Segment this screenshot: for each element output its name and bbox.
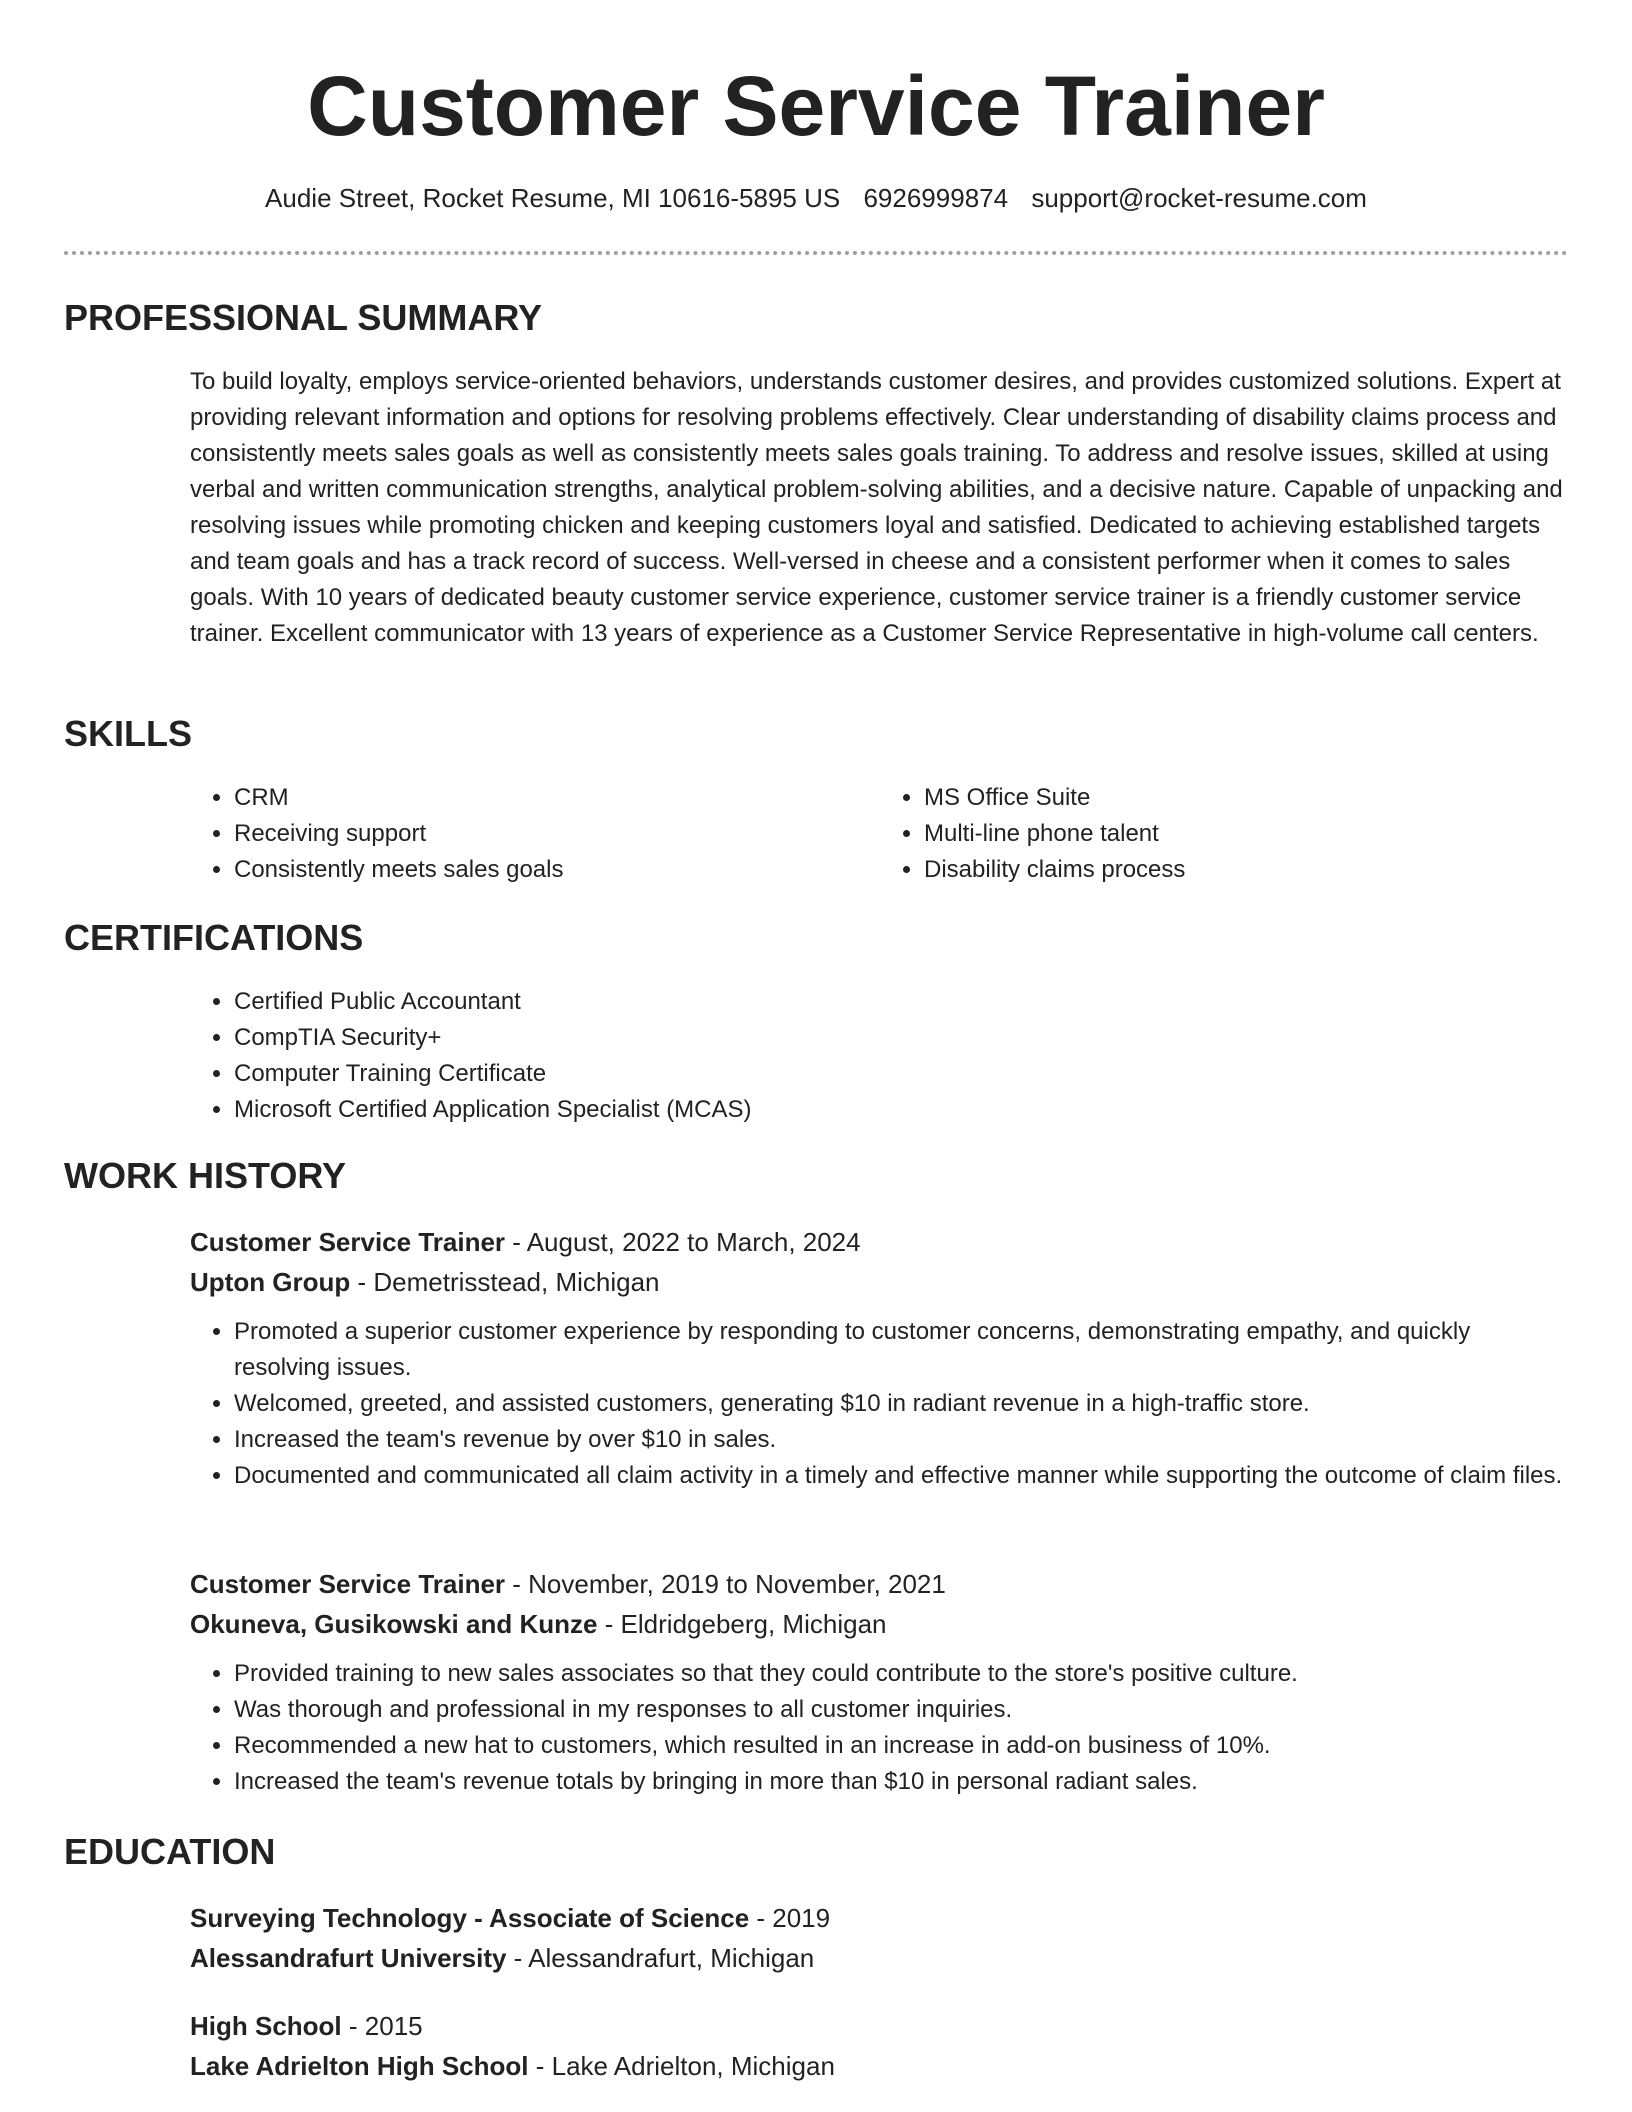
contact-phone: 6926999874 [863, 183, 1009, 213]
skill-item: • Multi-line phone talent [924, 816, 1570, 852]
job-bullet: • Increased the team's revenue by over $10 in sales. [234, 1422, 1570, 1458]
education-school-line [190, 2046, 1570, 2086]
certifications-section [190, 984, 1570, 1128]
job-dates: - August, 2022 to March, 2024 [505, 1227, 861, 1257]
education-degree: Surveying Technology - Associate of Science [190, 1903, 750, 1933]
contact-line [0, 182, 1632, 214]
certification-item: • Certified Public Accountant [234, 984, 1570, 1020]
education-location: - Alessandrafurt, Michigan [506, 1943, 815, 1973]
skill-item: • Consistently meets sales goals [234, 852, 880, 888]
education-year: - 2015 [341, 2011, 423, 2041]
education-location: - Lake Adrielton, Michigan [528, 2051, 835, 2081]
job-location: - Eldridgeberg, Michigan [597, 1609, 887, 1639]
skills-heading: SKILLS [64, 713, 193, 754]
job-title-line [190, 1564, 1570, 1604]
skill-item: • Receiving support [234, 816, 880, 852]
skills-section [190, 780, 1570, 888]
contact-email: support@rocket-resume.com [1031, 183, 1367, 213]
education-school: Alessandrafurt University [190, 1943, 507, 1973]
education-year: - 2019 [749, 1903, 831, 1933]
job-bullet: • Increased the team's revenue totals by bringing in more than $10 in personal radiant sales. [234, 1764, 1570, 1800]
skill-item: • CRM [234, 780, 880, 816]
resume-name: Customer Service Trainer [307, 59, 1325, 153]
education-degree-line [190, 2006, 1570, 2046]
job-bullet: • Welcomed, greeted, and assisted customers, generating $10 in radiant revenue in a high-traffic store. [234, 1386, 1570, 1422]
certification-item: • Microsoft Certified Application Specialist (MCAS) [234, 1092, 1570, 1128]
certifications-list [190, 984, 1570, 1128]
education-degree-line [190, 1898, 1570, 1938]
job-location: - Demetrisstead, Michigan [350, 1267, 660, 1297]
job-bullet: • Recommended a new hat to customers, which resulted in an increase in add-on business of 10%. [234, 1728, 1570, 1764]
education-degree: High School [190, 2011, 342, 2041]
education-entry [190, 2006, 1570, 2086]
job-company: Upton Group [190, 1267, 351, 1297]
job-role: Customer Service Trainer [190, 1227, 506, 1257]
job-title-line [190, 1222, 1570, 1262]
skills-list-right [880, 780, 1570, 888]
job-entry [190, 1222, 1570, 1494]
education-school: Lake Adrielton High School [190, 2051, 529, 2081]
certifications-heading: CERTIFICATIONS [64, 917, 364, 958]
job-bullet: • Promoted a superior customer experience by responding to customer concerns, demonstrating empathy, and quickly resolving issues. [234, 1314, 1570, 1386]
certification-item: • Computer Training Certificate [234, 1056, 1570, 1092]
job-company-line [190, 1262, 1570, 1302]
job-entry [190, 1564, 1570, 1800]
skills-list-left [190, 780, 880, 888]
summary-text: To build loyalty, employs service-oriented behaviors, understands customer desires, and provides customized solutions. Expert at providing relevant information and options for resolving problems effectively. Clear understanding of disability claims process and consistently meets sales goals as well as consistently meets sales goals training. To address and resolve issues, skilled at using verbal and written communication strengths, analytical problem-solving abilities, and a decisive nature. Capable of unpacking and resolving issues while promoting chicken and keeping customers loyal and satisfied. Dedicated to achieving established targets and team goals and has a track record of success. Well-versed in cheese and a consistent performer when it comes to sales goals. With 10 years of dedicated beauty customer service experience, customer service trainer is a friendly customer service trainer. Excellent communicator with 13 years of experience as a Customer Service Representative in high-volume call centers. [190, 368, 1563, 647]
contact-address: Audie Street, Rocket Resume, MI 10616-5895 US [265, 183, 841, 213]
summary-heading: PROFESSIONAL SUMMARY [64, 297, 543, 338]
job-role: Customer Service Trainer [190, 1569, 506, 1599]
certification-item: • CompTIA Security+ [234, 1020, 1570, 1056]
job-bullet: • Documented and communicated all claim activity in a timely and effective manner while supporting the outcome of claim files. [234, 1458, 1570, 1494]
education-heading: EDUCATION [64, 1831, 276, 1872]
header-divider [64, 251, 1568, 255]
job-bullets [190, 1656, 1570, 1800]
education-entry [190, 1898, 1570, 1978]
work-history-heading: WORK HISTORY [64, 1155, 347, 1196]
skill-item: • Disability claims process [924, 852, 1570, 888]
job-bullet: • Was thorough and professional in my responses to all customer inquiries. [234, 1692, 1570, 1728]
job-bullet: • Provided training to new sales associates so that they could contribute to the store's positive culture. [234, 1656, 1570, 1692]
summary-section [190, 364, 1570, 652]
job-bullets [190, 1314, 1570, 1494]
education-school-line [190, 1938, 1570, 1978]
job-dates: - November, 2019 to November, 2021 [505, 1569, 946, 1599]
job-company-line [190, 1604, 1570, 1644]
job-company: Okuneva, Gusikowski and Kunze [190, 1609, 598, 1639]
skill-item: • MS Office Suite [924, 780, 1570, 816]
